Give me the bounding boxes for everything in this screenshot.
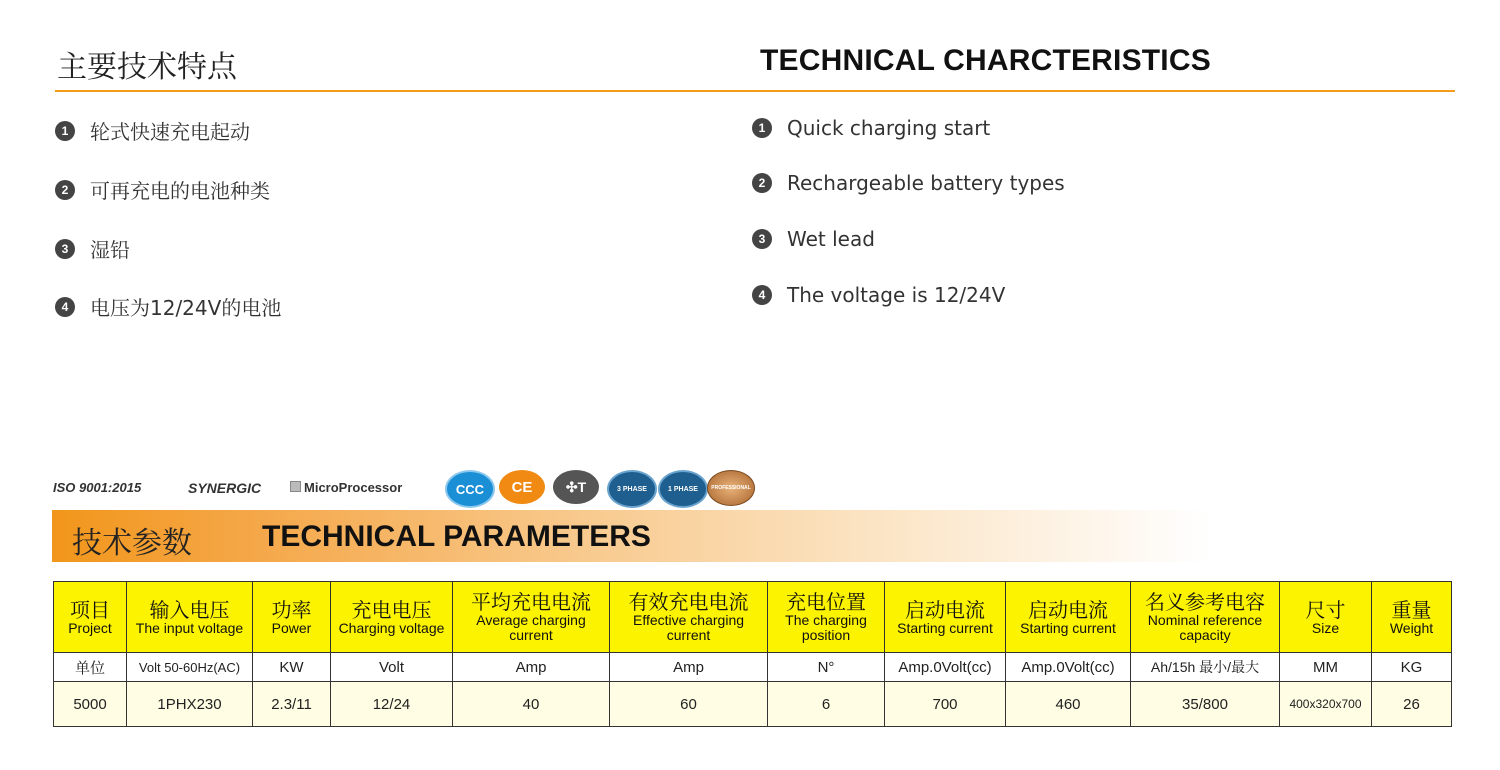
table-cell: 12/24 bbox=[331, 682, 453, 727]
feature-text: 轮式快速充电起动 bbox=[90, 120, 250, 144]
number-4-icon: 4 bbox=[752, 285, 772, 305]
three-phase-badge-icon: 3 PHASE bbox=[607, 470, 657, 508]
table-cell: Amp bbox=[610, 653, 768, 682]
table-cell: Amp.0Volt(cc) bbox=[1006, 653, 1131, 682]
banner-title-cn: 技术参数 bbox=[72, 526, 192, 561]
table-cell: 60 bbox=[610, 682, 768, 727]
column-header: 有效充电电流 Effective charging current bbox=[610, 582, 768, 653]
feature-text: 电压为12/24V的电池 bbox=[90, 296, 282, 320]
table-cell: 1PHX230 bbox=[127, 682, 253, 727]
feature-en-3 bbox=[752, 227, 875, 251]
table-cell: Amp bbox=[453, 653, 610, 682]
page-title-cn: 主要技术特点 bbox=[57, 50, 237, 85]
feature-cn-3 bbox=[55, 234, 130, 263]
table-row bbox=[54, 682, 1452, 727]
column-header: 充电电压 Charging voltage bbox=[331, 582, 453, 653]
table-cell: 6 bbox=[768, 682, 885, 727]
table-cell: 40 bbox=[453, 682, 610, 727]
ccc-badge-icon: CCC bbox=[445, 470, 495, 508]
table-cell: Ah/15h 最小/最大 bbox=[1131, 653, 1280, 682]
professional-badge-icon: PROFESSIONAL bbox=[707, 470, 755, 506]
feature-cn-1 bbox=[55, 116, 250, 145]
feature-text: The voltage is 12/24V bbox=[787, 283, 1006, 307]
number-4-icon: 4 bbox=[55, 297, 75, 317]
table-cell: Amp.0Volt(cc) bbox=[885, 653, 1006, 682]
table-cell: 5000 bbox=[54, 682, 127, 727]
feature-en-1 bbox=[752, 116, 990, 140]
table-cell: 单位 bbox=[54, 653, 127, 682]
column-header: 重量 Weight bbox=[1372, 582, 1452, 653]
number-1-icon: 1 bbox=[55, 121, 75, 141]
column-header: 功率 Power bbox=[253, 582, 331, 653]
fan-cooling-badge-icon: ✣T bbox=[553, 470, 599, 504]
feature-en-4 bbox=[752, 283, 1005, 307]
feature-text: 可再充电的电池种类 bbox=[90, 179, 270, 203]
feature-text: Quick charging start bbox=[787, 116, 991, 140]
table-cell: 2.3/11 bbox=[253, 682, 331, 727]
number-2-icon: 2 bbox=[752, 173, 772, 193]
title-divider bbox=[55, 90, 1455, 92]
iso-label: ISO 9001:2015 bbox=[53, 480, 142, 495]
table-cell: Volt 50-60Hz(AC) bbox=[127, 653, 253, 682]
parameters-table bbox=[53, 581, 1452, 727]
feature-text: 湿铅 bbox=[90, 238, 130, 262]
feature-cn-2 bbox=[55, 175, 270, 204]
table-cell: 700 bbox=[885, 682, 1006, 727]
ce-badge-icon: CE bbox=[499, 470, 545, 504]
number-3-icon: 3 bbox=[752, 229, 772, 249]
chip-icon bbox=[290, 481, 301, 492]
table-cell: KW bbox=[253, 653, 331, 682]
column-header: 平均充电电流 Average charging current bbox=[453, 582, 610, 653]
table-units-row bbox=[54, 653, 1452, 682]
banner-title-en: TECHNICAL PARAMETERS bbox=[262, 520, 651, 553]
feature-en-2 bbox=[752, 171, 1065, 195]
table-cell: Volt bbox=[331, 653, 453, 682]
column-header: 输入电压 The input voltage bbox=[127, 582, 253, 653]
table-cell: 35/800 bbox=[1131, 682, 1280, 727]
column-header: 尺寸 Size bbox=[1280, 582, 1372, 653]
column-header: 充电位置 The charging position bbox=[768, 582, 885, 653]
number-1-icon: 1 bbox=[752, 118, 772, 138]
page-title-en: TECHNICAL CHARCTERISTICS bbox=[760, 44, 1211, 77]
table-cell: 400x320x700 bbox=[1280, 682, 1372, 727]
microprocessor-label: MicroProcessor bbox=[290, 480, 402, 495]
table-cell: 460 bbox=[1006, 682, 1131, 727]
table-cell: MM bbox=[1280, 653, 1372, 682]
table-header-row bbox=[54, 582, 1452, 653]
column-header: 项目 Project bbox=[54, 582, 127, 653]
table-cell: KG bbox=[1372, 653, 1452, 682]
column-header: 启动电流 Starting current bbox=[1006, 582, 1131, 653]
feature-text: Wet lead bbox=[787, 227, 875, 251]
feature-cn-4 bbox=[55, 292, 281, 321]
number-2-icon: 2 bbox=[55, 180, 75, 200]
column-header: 启动电流 Starting current bbox=[885, 582, 1006, 653]
table-cell: 26 bbox=[1372, 682, 1452, 727]
number-3-icon: 3 bbox=[55, 239, 75, 259]
feature-text: Rechargeable battery types bbox=[787, 171, 1065, 195]
synergic-label: SYNERGIC bbox=[188, 480, 262, 496]
one-phase-badge-icon: 1 PHASE bbox=[658, 470, 708, 508]
column-header: 名义参考电容 Nominal reference capacity bbox=[1131, 582, 1280, 653]
table-cell: N° bbox=[768, 653, 885, 682]
